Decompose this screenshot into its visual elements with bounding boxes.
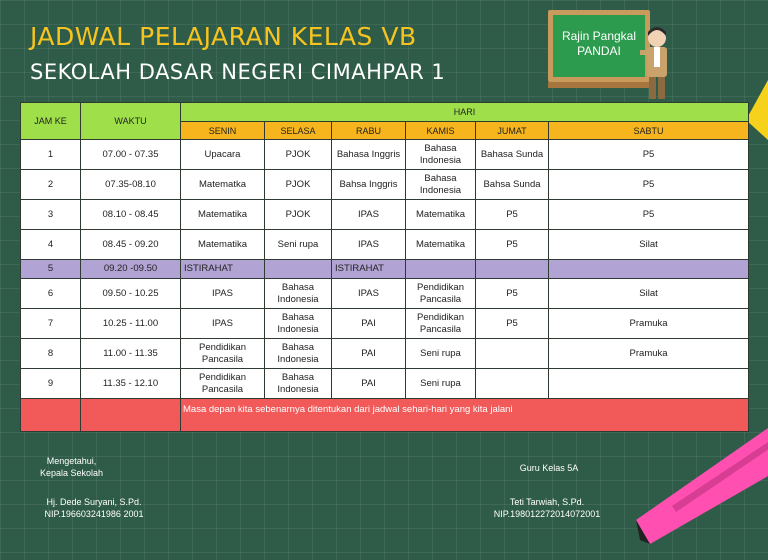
header-rabu: RABU <box>332 122 406 140</box>
page-title: JADWAL PELAJARAN KELAS VB <box>30 22 417 51</box>
table-row <box>21 339 749 369</box>
cell-rabu: PAI <box>332 339 406 369</box>
header-waktu: WAKTU <box>81 103 181 140</box>
chalkboard-illustration <box>548 10 650 82</box>
table-row <box>21 260 749 279</box>
principal-name: Hj. Dede Suryani, S.Pd. <box>46 497 142 507</box>
left-signature-block <box>40 496 148 520</box>
waktu-cell: 07.35-08.10 <box>81 170 181 200</box>
cell-sabtu <box>549 260 749 279</box>
cell-rabu: IPAS <box>332 230 406 260</box>
cell-selasa: PJOK <box>265 140 332 170</box>
cell-rabu: ISTIRAHAT <box>332 260 406 279</box>
cell-rabu: Bahsa Inggris <box>332 170 406 200</box>
jam-cell: 1 <box>21 140 81 170</box>
table-row <box>21 200 749 230</box>
cell-selasa: Seni rupa <box>265 230 332 260</box>
cell-kamis: Seni rupa <box>406 369 476 399</box>
schedule-table <box>20 102 749 432</box>
footer-cell-blank <box>81 399 181 432</box>
cell-selasa <box>265 260 332 279</box>
cell-rabu: Bahasa Inggris <box>332 140 406 170</box>
left-signature-line1: Mengetahui, <box>46 456 97 466</box>
header-jumat: JUMAT <box>476 122 549 140</box>
cell-kamis: Bahasa Indonesia <box>406 170 476 200</box>
cell-kamis: Matematika <box>406 200 476 230</box>
cell-jumat <box>476 369 549 399</box>
cell-jumat: P5 <box>476 279 549 309</box>
cell-sabtu: P5 <box>549 170 749 200</box>
right-signature-block <box>490 496 604 520</box>
board-text-line1: Rajin Pangkal <box>561 29 637 43</box>
table-row <box>21 369 749 399</box>
teacher-icon <box>640 26 674 104</box>
cell-sabtu <box>549 369 749 399</box>
pink-pencil-icon <box>636 420 768 560</box>
cell-selasa: PJOK <box>265 200 332 230</box>
table-row <box>21 230 749 260</box>
header-jamke: JAM KE <box>21 103 81 140</box>
jam-cell: 6 <box>21 279 81 309</box>
cell-sabtu: P5 <box>549 200 749 230</box>
cell-sabtu: Silat <box>549 279 749 309</box>
cell-kamis: Matematika <box>406 230 476 260</box>
cell-selasa: Bahasa Indonesia <box>265 309 332 339</box>
cell-senin: Pendidikan Pancasila <box>181 339 265 369</box>
cell-rabu: PAI <box>332 309 406 339</box>
left-signature-heading <box>40 455 103 479</box>
jam-cell: 7 <box>21 309 81 339</box>
cell-sabtu: Silat <box>549 230 749 260</box>
jam-cell: 2 <box>21 170 81 200</box>
cell-senin: ISTIRAHAT <box>181 260 265 279</box>
cell-kamis: Bahasa Indonesia <box>406 140 476 170</box>
cell-sabtu: Pramuka <box>549 339 749 369</box>
cell-kamis <box>406 260 476 279</box>
waktu-cell: 08.45 - 09.20 <box>81 230 181 260</box>
cell-jumat: Bahasa Sunda <box>476 140 549 170</box>
cell-jumat: P5 <box>476 230 549 260</box>
footer-message: Masa depan kita sebenarnya ditentukan dari jadwal sehari-hari yang kita jalani <box>181 399 749 432</box>
cell-jumat: Bahsa Sunda <box>476 170 549 200</box>
cell-sabtu: Pramuka <box>549 309 749 339</box>
cell-senin: IPAS <box>181 279 265 309</box>
cell-selasa: Bahasa Indonesia <box>265 369 332 399</box>
table-row <box>21 279 749 309</box>
waktu-cell: 08.10 - 08.45 <box>81 200 181 230</box>
header-sabtu: SABTU <box>549 122 749 140</box>
teacher-label: Guru Kelas 5A <box>519 463 579 473</box>
jam-cell: 8 <box>21 339 81 369</box>
waktu-cell: 07.00 - 07.35 <box>81 140 181 170</box>
cell-senin: Matematika <box>181 200 265 230</box>
waktu-cell: 11.35 - 12.10 <box>81 369 181 399</box>
left-signature-line2: Kepala Sekolah <box>40 468 104 478</box>
cell-kamis: Pendidikan Pancasila <box>406 279 476 309</box>
header-senin: SENIN <box>181 122 265 140</box>
teacher-name: Teti Tarwiah, S.Pd. <box>509 497 585 507</box>
table-row <box>21 170 749 200</box>
cell-jumat <box>476 260 549 279</box>
cell-senin: Pendidikan Pancasila <box>181 369 265 399</box>
jam-cell: 3 <box>21 200 81 230</box>
cell-jumat: P5 <box>476 200 549 230</box>
header-hari: HARI <box>181 103 749 122</box>
cell-selasa: Bahasa Indonesia <box>265 339 332 369</box>
board-text-line2: PANDAI <box>577 44 621 58</box>
cell-selasa: Bahasa Indonesia <box>265 279 332 309</box>
table-row <box>21 309 749 339</box>
jam-cell: 4 <box>21 230 81 260</box>
cell-kamis: Seni rupa <box>406 339 476 369</box>
cell-selasa: PJOK <box>265 170 332 200</box>
cell-kamis: Pendidikan Pancasila <box>406 309 476 339</box>
cell-jumat: P5 <box>476 309 549 339</box>
cell-rabu: IPAS <box>332 200 406 230</box>
cell-rabu: PAI <box>332 369 406 399</box>
principal-nip: NIP.196603241986 2001 <box>44 509 144 519</box>
teacher-nip: NIP.198012272014072001 <box>493 509 601 519</box>
cell-rabu: IPAS <box>332 279 406 309</box>
footer-cell-blank <box>21 399 81 432</box>
header-selasa: SELASA <box>265 122 332 140</box>
waktu-cell: 09.20 -09.50 <box>81 260 181 279</box>
waktu-cell: 09.50 - 10.25 <box>81 279 181 309</box>
jam-cell: 9 <box>21 369 81 399</box>
cell-jumat <box>476 339 549 369</box>
waktu-cell: 11.00 - 11.35 <box>81 339 181 369</box>
page-subtitle: SEKOLAH DASAR NEGERI CIMAHPAR 1 <box>30 60 446 84</box>
cell-senin: Upacara <box>181 140 265 170</box>
cell-senin: Matematika <box>181 230 265 260</box>
header-kamis: KAMIS <box>406 122 476 140</box>
cell-senin: Matematka <box>181 170 265 200</box>
chalkboard-ledge <box>548 82 650 88</box>
waktu-cell: 10.25 - 11.00 <box>81 309 181 339</box>
cell-senin: IPAS <box>181 309 265 339</box>
cell-sabtu: P5 <box>549 140 749 170</box>
jam-cell: 5 <box>21 260 81 279</box>
table-row <box>21 140 749 170</box>
